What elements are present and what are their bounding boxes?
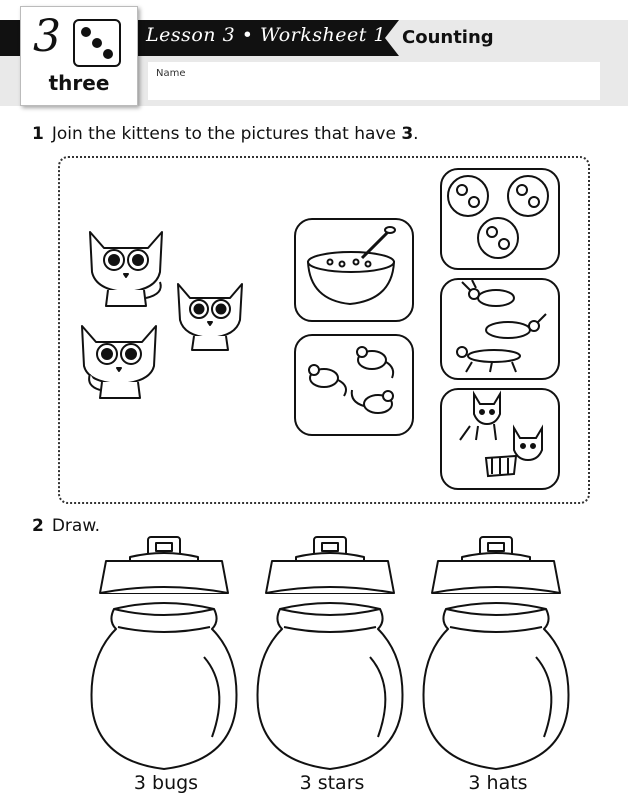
name-field[interactable] xyxy=(148,62,600,100)
question-1-bold: 3 xyxy=(401,124,414,144)
card-mice[interactable] xyxy=(294,334,414,436)
lesson-title: Lesson 3 • Worksheet 1 xyxy=(146,24,386,46)
jar-caption-hats: 3 hats xyxy=(468,772,528,794)
jar-caption-bugs: 3 bugs xyxy=(133,772,199,794)
jar-picture xyxy=(0,0,1,1)
name-label: Name xyxy=(156,68,186,79)
question-2 xyxy=(32,516,100,536)
dice-three-icon xyxy=(73,19,121,67)
badge-number-word: three xyxy=(48,71,110,95)
question-1: 1 Join the kittens to the pictures that have 3. xyxy=(32,124,419,144)
question-2-text: Draw. xyxy=(51,516,101,536)
topic-title: Counting xyxy=(402,27,494,48)
question-2-number: 2 xyxy=(32,516,44,536)
number-badge xyxy=(20,6,138,106)
question-1-text: Join the kittens to the pictures that have xyxy=(51,124,402,144)
badge-number: 3 xyxy=(33,11,61,62)
worksheet-header xyxy=(0,0,628,120)
question-1-number: 1 xyxy=(32,124,44,144)
jar-caption-stars: 3 stars xyxy=(299,772,365,794)
